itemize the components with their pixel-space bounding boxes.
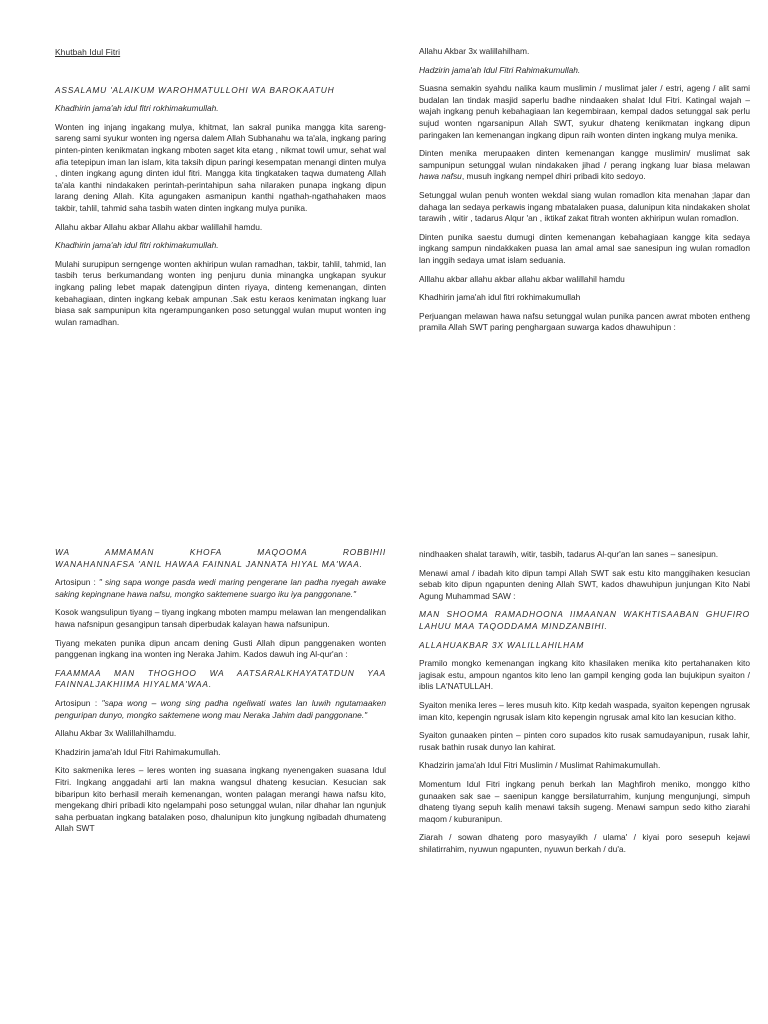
paragraph: Tiyang mekaten punika dipun ancam dening Gusti Allah dipun panggenaken wonten panggenan ingkang ina wonten ing Neraka Jahim. Kados dawuh ing Al-qur'an :: [55, 637, 386, 660]
paragraph: [419, 148, 750, 183]
paragraph: Menawi amal / ibadah kito dipun tampi Allah SWT sak estu kito manggihaken kesucian sebab kito dipun ngapunten dening Allah SWT, kados dhawuhipun junjungan Kito Nabi Agung Muhammad SAW :: [419, 567, 750, 601]
takbir-line: Allahu Akbar 3x walillahilham.: [419, 46, 530, 56]
paragraph: Suasna semakin syahdu nalika kaum muslimin / muslimat jaler / estri, ageng / alit sami budalan lan tindak masjid saperlu badhe nindaaken shalat Idul Fitri. Katingal wajah – wajah ingkang penuh kebahagiaan lan kegembiraan, kempal dados setunggal sak perlu sujud wonten ngarsanipun Allah SWT, syukur dhateng kenikmatan ingkang dipun paringaken lan kemenangan ingkang dipun raih wonten dinten ingkang mulya menika.: [419, 83, 750, 140]
column-bottom-right: [419, 549, 750, 862]
paragraph: Dinten punika saestu dumugi dinten kemenangan kebahagiaan kangge kita sedaya ingkang sampun nindakkaken puasa lan amal amal sae sanesipun ing wulan romadlon lan inggih sedaya umat islam seduania.: [419, 231, 750, 265]
paragraph: Kosok wangsulipun tiyang – tiyang ingkang mboten mampu melawan lan mengendalikan hawa nafsnipun gesangipun tansah diperbudak kalayan hawa nafsunipun.: [55, 607, 386, 629]
hadith-text: MAN SHOOMA RAMADHOONA IIMAANAN WAKHTISAABAN GHUFIRO LAHUU MAA TAQODDAMA MINDZANBIHI.: [419, 609, 750, 631]
paragraph-text: , musuh ingkang nempel dhiri pribadi kito sedoyo.: [461, 171, 646, 182]
emphasis-text: hawa nafsu: [419, 171, 462, 182]
congregation-address: Khadhirin jama'ah idul fitri rokhimakumullah: [419, 292, 581, 303]
opening-salam: ASSALAMU 'ALAIKUM WAROHMATULLOHI WA BAROKAATUH: [55, 84, 335, 95]
paragraph: Kito sakmenika leres – leres wonten ing suasana ingkang nyenengaken suasana Idul Fitri. Ingkang anggadahi arti lan makna wangsul dhateng kesucian. Kesucian sak bibaripun kito berhasil meraih kemenangan, wonten palagan merangi hawa nafsu kito, mengekang dhiri pribadi kito ngelampahi poso setunggal wulan, nilar dhahar lan ngunjuk saha perbuatan ingkang batalaken poso, dhalunipun kito jungkung ngibadah dhumateng Allah SWT: [55, 765, 386, 834]
column-top-left: [55, 47, 386, 335]
congregation-address: Khadzirin jama'ah Idul Fitri Rahimakumullah.: [55, 746, 221, 757]
translation-label: Artosipun :: [55, 697, 102, 708]
translation: [55, 698, 386, 721]
takbir-line: Allahu akbar Allahu akbar Allahu akbar walillahil hamdu.: [55, 221, 263, 232]
paragraph: Mulahi surupipun serngenge wonten akhiripun wulan ramadhan, takbir, tahlil, tahmid, lan tasbih terus berkumandang wonten ing penjuru dunia minangka ungkapan syukur ingkang paling lebet mapak datengipun dinten riyaya, dinteng kemenangan, dinten kebahagiaan, dinten ingkang kebak ampunan .Sak estu keraos kenimatan ingkang luar biasa sak sampunipun kita ngerampunganken poso setunggal wulan muput wonten ing wulan ramadhan.: [55, 258, 386, 327]
paragraph: Perjuangan melawan hawa nafsu setunggal wulan punika pancen awrat mboten entheng pramila Allah SWT paring penghargaan suwarga kados dhawuhipun :: [419, 310, 750, 333]
takbir-line: ALLAHUAKBAR 3X WALILLAHILHAM: [419, 639, 585, 650]
translation: [55, 577, 386, 600]
paragraph: nindhaaken shalat tarawih, witir, tasbih, tadarus Al-qur'an lan sanes – sanesipun.: [419, 549, 719, 559]
translation-label: Artosipun :: [55, 577, 99, 588]
paragraph: Momentum Idul Fitri ingkang penuh berkah lan Maghfiroh meniko, monggo kitho gunaaken sak sae – saenipun kangge bersilaturrahim, kunjung mengunjungi, simpuh dhateng tiyang sepuh kalih menawi taksih sugeng. Menawi sampun sedo kitho ziarahi maqom / kuburanipun.: [419, 778, 750, 824]
congregation-address: Khadzirin jama'ah Idul Fitri Muslimin / Muslimat Rahimakumullah.: [419, 760, 661, 771]
column-bottom-left: [55, 547, 386, 842]
takbir-line: Allahu Akbar 3x Walillahilhamdu.: [55, 728, 177, 739]
paragraph: Syaiton gunaaken pinten – pinten coro supados kito rusak samudayanipun, rusak lahir, rusak bathin rusak dunyo lan kahirat.: [419, 730, 750, 752]
document-title: Khutbah Idul Fitri: [55, 47, 121, 57]
translation-text: "sapa wong – wong sing padha ngeliwati wates lan luwih ngutamaaken penguripan dunyo, mongko saktemene wong mau Neraka Jahim dadi panggonane.": [55, 697, 386, 720]
congregation-address: Khadhirin jama'ah idul fitri rokhimakumullah.: [55, 103, 219, 114]
paragraph: Pramilo mongko kemenangan ingkang kito khasilaken menika kito pertahanaken kito jagisak estu, ampoun ngantos kito leno lan gampil kenging goda lan bujukipun syaiton / iblis LA'NATULLAH.: [419, 658, 750, 692]
takbir-line: Alllahu akbar allahu akbar allahu akbar walillahil hamdu: [419, 273, 625, 284]
paragraph-text: Dinten menika merupaaken dinten kemenangan kangge muslimin/ muslimat sak sampunipun setunggal wulan nindakaken jihad / perang ingkang luar biasa melawan: [419, 148, 750, 170]
paragraph: Ziarah / sowan dhateng poro masyayikh / ulama' / kiyai poro sesepuh kejawi shilatirrahim, nyuwun ngapunten, nyuwun berkah / du'a.: [419, 832, 750, 854]
paragraph: Syaiton menika leres – leres musuh kito. Kitp kedah waspada, syaiton kepengen ngrusak iman kito, kepengin ngrusak islam kito kepengin ngrusak amal kito lan kesucian kitho.: [419, 699, 750, 722]
paragraph: Setunggal wulan penuh wonten wekdal siang wulan romadlon kita menahan ;lapar dan dahaga lan sedaya perkawis ingang mbatalaken puasa, dalunipun kita nindakaken sholat tarawih , witir , tadarus Alqur 'an , iktikaf zakat fitrah wonten akhiripun wulan romadlon.: [419, 189, 750, 224]
translation-text: " sing sapa wonge pasda wedi maring pengerane lan padha nyegah awake saking kepingnane hawa nafsu, mongko saktemene suargo iku iya panggonane.": [55, 577, 386, 599]
congregation-address: Hadzirin jama'ah Idul Fitri Rahimakumullah.: [419, 64, 581, 75]
congregation-address: Khadhirin jama'ah idul fitri rokhimakumullah.: [55, 240, 219, 251]
column-top-right: [419, 46, 750, 341]
arabic-verse: WANAHANNAFSA 'ANIL HAWAA FAINNAL JANNATA HIYAL MA'WAA.: [55, 558, 363, 569]
arabic-verse: FAAMMAA MAN THOGHOO WA AATSARALKHAYATATDUN YAA FAINNALJAKHIIMA HIYALMA'WAA.: [55, 667, 386, 690]
arabic-verse-line: WA AMMAMAN KHOFA MAQOOMA ROBBIHII: [55, 547, 386, 557]
paragraph: Wonten ing injang ingakang mulya, khitmat, lan sakral punika mangga kita sareng-sareng sami syukur wonten ing ngersa dalem Allah Subhanahu wa ta'ala, ingkang paring pinten-pinten kenikmatan ingkang mboten saget kita etang , nikmat towil umur, sehat wal afia tetepipun iman lan islam, kita taksih dipun paringi kesempatan menangi dinten mulya , dinten ingkang agung dinten idul fitri. Mangga kita tingkataken taqwa dumateng Allah ta'ala kanthi nindakaken perintah-perintahipun saha nilaraken punapa ingkang dipun larang dening Allah. Kita agungaken asmanipun kanthi ngathah-ngathahaken maos takbir, tahlil, tahmid saha tasbih waten dinten ingkang mulya punika.: [55, 121, 386, 213]
